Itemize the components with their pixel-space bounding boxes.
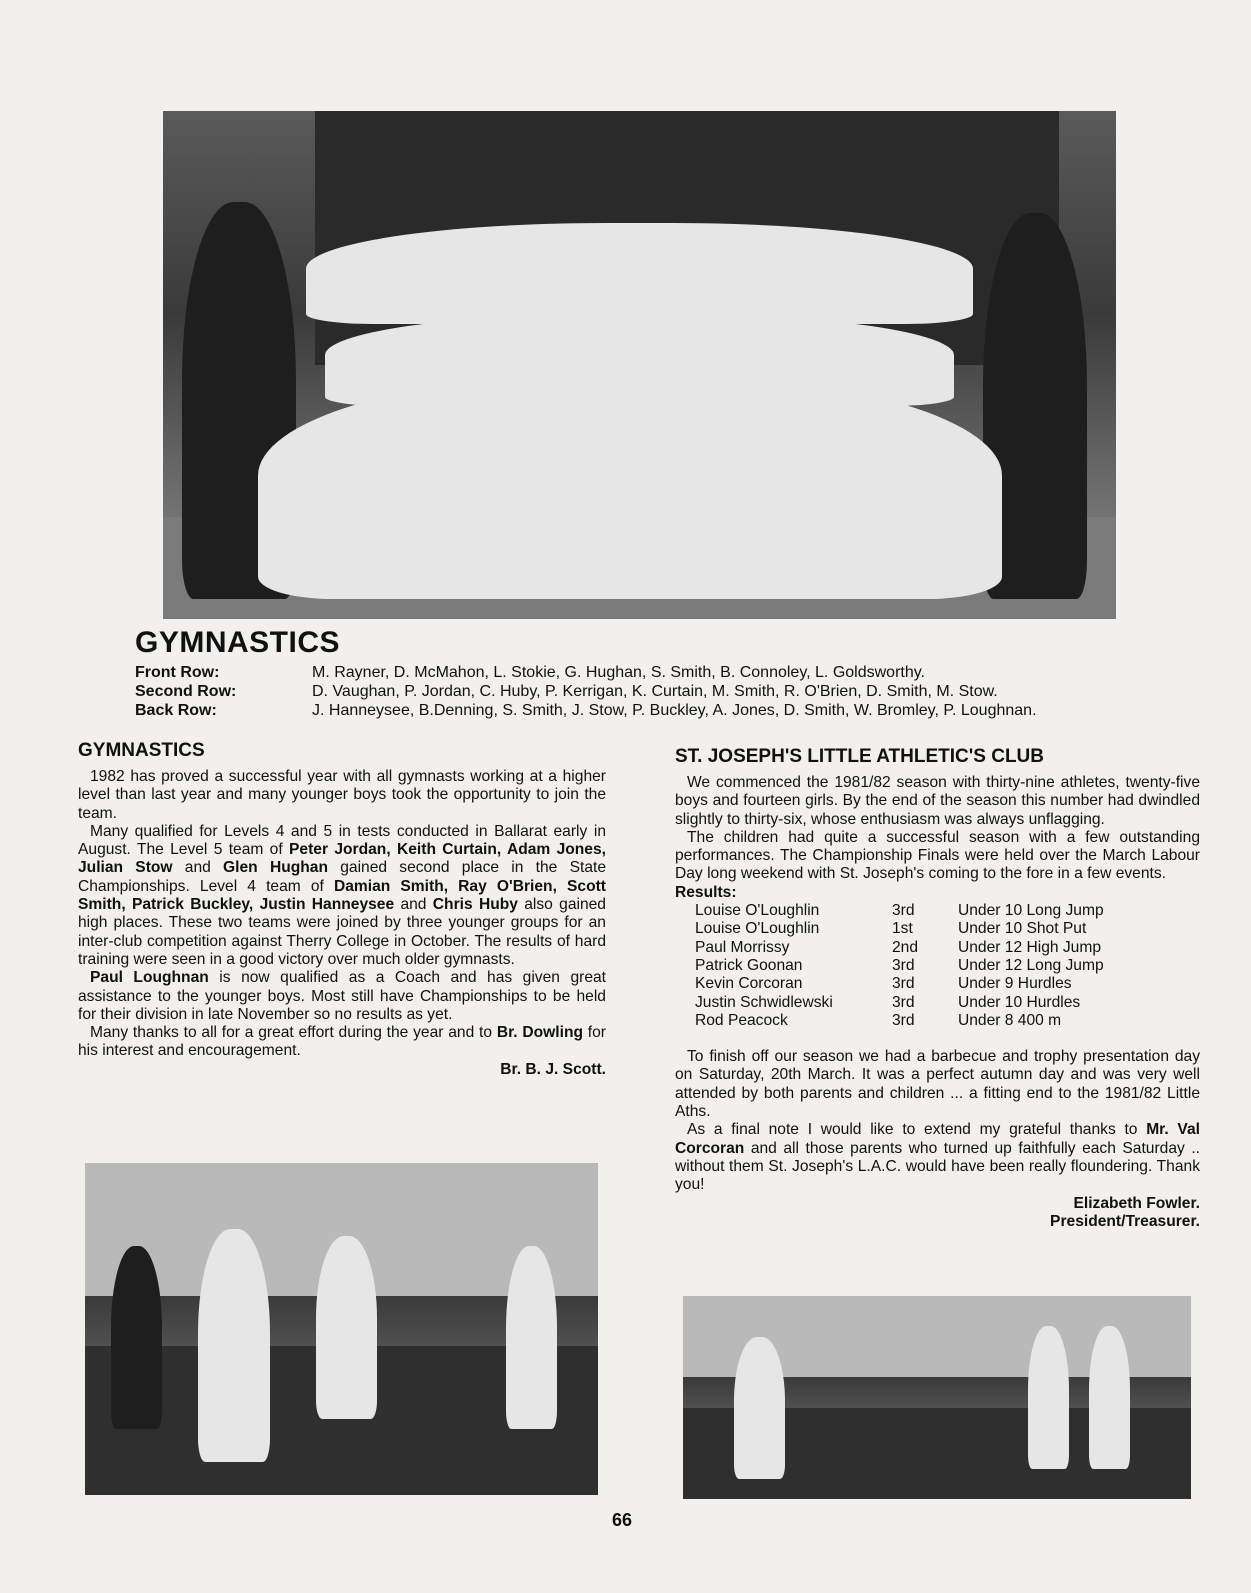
child-figure [1089, 1326, 1130, 1468]
result-event: Under 9 Hurdles [958, 975, 1072, 993]
result-name: Kevin Corcoran [695, 975, 803, 993]
text-run: Many qualified for Levels 4 and 5 in tests conducted in Ballarat early in August. The Level 5 team of [78, 822, 606, 859]
results-body [695, 902, 1104, 1030]
gymnastics-paragraph [78, 1024, 606, 1061]
athletics-paragraph: We commenced the 1981/82 season with thirty-nine athletes, twenty-five boys and fourteen girls. By the end of the season this number had dwindled slightly to thirty-six, whose enthusiasm was always unflagging. [675, 774, 1200, 828]
bold-names: Peter Jordan, Keith Curtain, Adam Jones, Julian Stow [78, 841, 606, 877]
child-figure [1028, 1326, 1069, 1468]
child-figure [198, 1229, 270, 1461]
gymnastics-article [78, 740, 606, 1079]
result-place: 3rd [892, 956, 915, 974]
bold-names: Chris Huby [432, 896, 518, 914]
result-name: Paul Morrissy [695, 938, 790, 956]
result-name: Justin Schwidlewski [695, 993, 833, 1011]
result-place: 3rd [892, 1011, 915, 1029]
athletics-signature-title: President/Treasurer. [1050, 1212, 1200, 1230]
team-photo [163, 111, 1116, 619]
result-event: Under 8 400 m [958, 1011, 1062, 1029]
caption-title: GYMNASTICS [135, 626, 341, 659]
results-row [695, 1012, 1104, 1030]
text-run: and all those parents who turned up faithfully each Saturday .. without them St. Joseph's L.A.C. would have been really floundering. Thank you! [675, 1139, 1200, 1194]
result-event: Under 12 Long Jump [958, 956, 1104, 974]
result-place: 3rd [892, 902, 915, 920]
bold-names: Mr. Val Corcoran [675, 1121, 1200, 1157]
result-place: 3rd [892, 993, 915, 1011]
text-run: Many thanks to all for a great effort during the year and to [90, 1024, 497, 1042]
results-row [695, 920, 1104, 938]
back-row [306, 223, 973, 325]
athletics-field-photo [683, 1296, 1191, 1499]
result-place: 3rd [892, 975, 915, 993]
results-row [695, 994, 1104, 1012]
child-figure [316, 1236, 378, 1419]
child-figure [734, 1337, 785, 1479]
gymnastics-signature: Br. B. J. Scott. [500, 1060, 606, 1078]
child-figure [506, 1246, 557, 1429]
bold-names: Paul Loughnan [90, 969, 209, 987]
athletics-paragraph: To finish off our season we had a barbecue and trophy presentation day on Saturday, 20th March. It was a perfect autumn day and was very well attended by both parents and children ... a fitting end to the 1981/82 Little Aths. [675, 1048, 1200, 1121]
result-event: Under 10 Long Jump [958, 902, 1104, 920]
spacer [675, 1030, 1200, 1048]
result-place: 1st [892, 920, 913, 938]
athletics-article [675, 746, 1200, 1231]
result-name: Louise O'Loughlin [695, 902, 820, 920]
row-names: J. Hanneysee, B.Denning, S. Smith, J. Stow, P. Buckley, A. Jones, D. Smith, W. Bromley, P. Loughnan. [312, 702, 1037, 719]
results-table [695, 902, 1104, 1030]
row-names: D. Vaughan, P. Jordan, C. Huby, P. Kerrigan, K. Curtain, M. Smith, R. O'Brien, D. Smith, M. Stow. [312, 683, 998, 700]
gymnastics-heading: GYMNASTICS [78, 740, 205, 761]
results-row [695, 975, 1104, 993]
result-place: 2nd [892, 938, 919, 956]
results-row [695, 939, 1104, 957]
gymnastics-paragraph [78, 969, 606, 1024]
result-event: Under 10 Hurdles [958, 993, 1081, 1011]
front-row [258, 375, 1001, 599]
bold-names: Glen Hughan [223, 859, 328, 877]
caption-row-second [135, 682, 1155, 701]
bold-names: Br. Dowling [496, 1024, 584, 1042]
text-run: is now qualified as a Coach and has given great assistance to the younger boys. Most still have Championships to be held for their division in late November so no results as yet. [78, 969, 606, 1023]
row-label: Back Row: [135, 702, 217, 719]
gymnastics-paragraph: 1982 has proved a successful year with all gymnasts working at a higher level than last year and many younger boys took the opportunity to join the team. [78, 768, 606, 822]
text-run: and [394, 896, 433, 914]
athletics-paragraph: The children had quite a successful season with a few outstanding performances. The Championship Finals were held over the March Labour Day long weekend with St. Joseph's coming to the fore in a few events. [675, 828, 1200, 883]
children-playing-photo [85, 1163, 598, 1495]
result-name: Patrick Goonan [695, 956, 803, 974]
text-run: and [172, 859, 224, 877]
row-label: Front Row: [135, 664, 220, 681]
results-row [695, 902, 1104, 920]
caption-row-back [135, 701, 1155, 720]
text-run: gained second place in the State Championships. Level 4 team of [78, 859, 607, 895]
results-row [695, 957, 1104, 975]
text-run: As a final note I would like to extend my grateful thanks to [687, 1121, 1147, 1139]
row-label: Second Row: [135, 683, 237, 700]
gymnastics-paragraph [78, 823, 606, 969]
text-run: also gained high places. These two teams were joined by three younger groups for an inter-club competition against Therry College in October. The results of hard training were seen in a good victory over much older gymnasts. [78, 896, 606, 968]
row-names: M. Rayner, D. McMahon, L. Stokie, G. Hughan, S. Smith, B. Connoley, L. Goldsworthy. [312, 664, 925, 681]
result-event: Under 12 High Jump [958, 938, 1102, 956]
result-name: Rod Peacock [695, 1011, 788, 1029]
child-figure [111, 1246, 162, 1429]
bold-names: Damian Smith, Ray O'Brien, Scott Smith, Patrick Buckley, Justin Hanneysee [78, 877, 606, 914]
athletics-heading: ST. JOSEPH'S LITTLE ATHLETIC'S CLUB [675, 746, 1044, 767]
result-event: Under 10 Shot Put [958, 920, 1087, 938]
result-name: Louise O'Loughlin [695, 920, 820, 938]
caption-rows [135, 663, 1155, 720]
caption-row-front [135, 663, 1155, 682]
results-label: Results: [675, 883, 737, 901]
athletics-signature-name: Elizabeth Fowler. [1073, 1194, 1200, 1212]
page-number: 66 [612, 1510, 633, 1530]
athletics-paragraph [675, 1121, 1200, 1194]
text-run: for his interest and encouragement. [78, 1024, 607, 1060]
